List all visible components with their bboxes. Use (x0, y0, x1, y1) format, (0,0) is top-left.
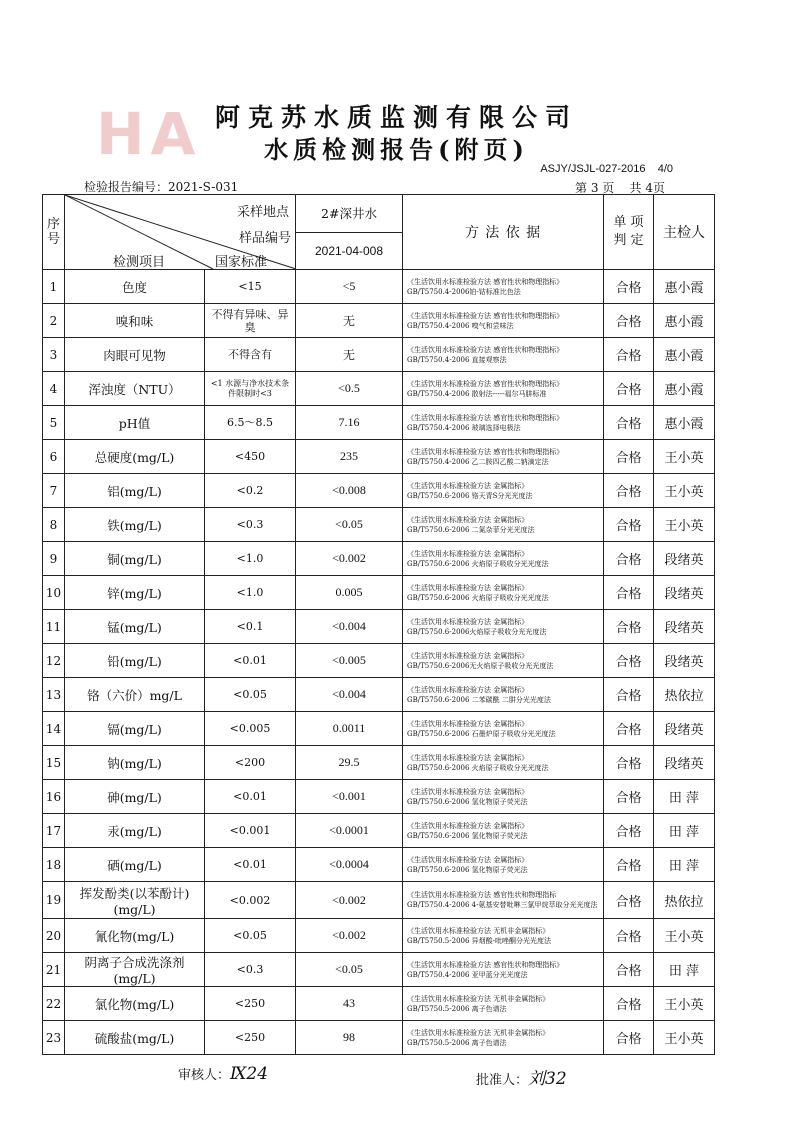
row-index: 20 (43, 919, 65, 953)
header-seq: 序号 (43, 195, 65, 270)
single-judgement: 合格 (604, 474, 654, 508)
test-result: 无 (296, 304, 403, 338)
table-row (43, 474, 715, 508)
test-item: 钠(mg/L) (65, 746, 205, 780)
method-basis (403, 1021, 604, 1055)
header-judge: 单 项 判 定 (604, 195, 654, 270)
test-result: <0.002 (296, 542, 403, 576)
results-table (42, 194, 715, 1055)
method-basis (403, 712, 604, 746)
method-detail-line: GB/T5750.4-2006 直接观察法 (407, 355, 507, 364)
method-basis (403, 542, 604, 576)
row-index: 8 (43, 508, 65, 542)
test-item: 总硬度(mg/L) (65, 440, 205, 474)
method-standard-line: 《生活饮用水标准检验方法 金属指标》 (407, 481, 529, 490)
method-basis (403, 919, 604, 953)
method-standard-line: 《生活饮用水标准检验方法 金属指标》 (407, 855, 529, 864)
row-index: 4 (43, 372, 65, 406)
method-basis (403, 780, 604, 814)
method-basis (403, 406, 604, 440)
national-standard: <0.002 (205, 882, 296, 919)
inspector: 王小英 (654, 919, 715, 953)
national-standard: <250 (205, 1021, 296, 1055)
method-standard-line: 《生活饮用水标准检验方法 感官性状和物理指标》 (407, 447, 564, 456)
method-detail-line: GB/T5750.4-2006 玻璃选择电极法 (407, 423, 521, 432)
method-detail-line: GB/T5750.5-2006 离子色谱法 (407, 1038, 507, 1047)
inspector: 王小英 (654, 474, 715, 508)
table-row (43, 953, 715, 987)
inspector: 段绪英 (654, 542, 715, 576)
method-basis (403, 508, 604, 542)
row-index: 3 (43, 338, 65, 372)
approver (476, 1064, 567, 1089)
single-judgement: 合格 (604, 780, 654, 814)
test-item: 嗅和味 (65, 304, 205, 338)
header-sample-value: 2021-04-008 (314, 244, 384, 258)
method-standard-line: 《生活饮用水标准检验方法 无机非金属指标》 (407, 926, 550, 935)
table-header-row (43, 195, 715, 270)
method-standard-line: 《生活饮用水标准检验方法 金属指标》 (407, 753, 529, 762)
test-result: <0.002 (296, 882, 403, 919)
company-name: 阿克苏水质监测有限公司 (214, 103, 578, 132)
inspector: 惠小霞 (654, 270, 715, 304)
test-item: 氰化物(mg/L) (65, 919, 205, 953)
method-basis (403, 987, 604, 1021)
single-judgement: 合格 (604, 848, 654, 882)
table-row (43, 406, 715, 440)
single-judgement: 合格 (604, 610, 654, 644)
table-row (43, 576, 715, 610)
method-detail-line: GB/T5750.4-2006 乙二胺四乙酸二钠滴定法 (407, 457, 549, 466)
test-result: 98 (296, 1021, 403, 1055)
single-judgement: 合格 (604, 270, 654, 304)
national-standard: <0.2 (205, 474, 296, 508)
test-item: 挥发酚类(以苯酚计)(mg/L) (65, 882, 205, 919)
row-index: 23 (43, 1021, 65, 1055)
report-number-label: 检验报告编号： (84, 180, 169, 194)
header-method: 方 法 依 据 (403, 195, 604, 270)
header-site-sample (296, 195, 403, 270)
row-index: 11 (43, 610, 65, 644)
test-result: <0.008 (296, 474, 403, 508)
test-item: 阴离子合成洗涤剂(mg/L) (65, 953, 205, 987)
inspector: 惠小霞 (654, 338, 715, 372)
inspector: 段绪英 (654, 576, 715, 610)
row-index: 16 (43, 780, 65, 814)
method-standard-line: 《生活饮用水标准检验方法 感官性状和物理指标》 (407, 345, 564, 354)
test-result: 29.5 (296, 746, 403, 780)
inspector: 惠小霞 (654, 304, 715, 338)
table-row (43, 882, 715, 919)
single-judgement: 合格 (604, 882, 654, 919)
method-basis (403, 440, 604, 474)
row-index: 9 (43, 542, 65, 576)
inspector: 王小英 (654, 1021, 715, 1055)
row-index: 1 (43, 270, 65, 304)
national-standard: <0.1 (205, 610, 296, 644)
national-standard: <200 (205, 746, 296, 780)
single-judgement: 合格 (604, 814, 654, 848)
method-standard-line: 《生活饮用水标准检验方法 金属指标》 (407, 719, 529, 728)
table-row (43, 678, 715, 712)
table-row (43, 508, 715, 542)
single-judgement: 合格 (604, 576, 654, 610)
method-basis (403, 953, 604, 987)
method-standard-line: 《生活饮用水标准检验方法 金属指标》 (407, 549, 529, 558)
table-row (43, 610, 715, 644)
method-basis (403, 338, 604, 372)
inspector: 惠小霞 (654, 372, 715, 406)
national-standard: <0.05 (205, 678, 296, 712)
table-row (43, 1021, 715, 1055)
report-number-value: 2021-S-031 (168, 180, 239, 194)
table-row (43, 814, 715, 848)
national-standard: <0.005 (205, 712, 296, 746)
national-standard: <1 水源与净水技术条件限制时<3 (205, 372, 296, 406)
national-standard: <0.05 (205, 919, 296, 953)
method-detail-line: GB/T5750.6-2006 氢化物原子荧光法 (407, 797, 528, 806)
test-result: 无 (296, 338, 403, 372)
approver-signature: 刘32 (528, 1069, 567, 1089)
test-item: 锌(mg/L) (65, 576, 205, 610)
test-result: <0.002 (296, 919, 403, 953)
test-item: 硒(mg/L) (65, 848, 205, 882)
method-basis (403, 746, 604, 780)
test-item: 砷(mg/L) (65, 780, 205, 814)
national-standard: <450 (205, 440, 296, 474)
inspector: 王小英 (654, 987, 715, 1021)
test-result: <0.05 (296, 508, 403, 542)
method-basis (403, 678, 604, 712)
method-detail-line: GB/T5750.6-2006 氢化物原子荧光法 (407, 831, 528, 840)
method-detail-line: GB/T5750.6-2006 火焰原子吸收分光光度法 (407, 559, 549, 568)
inspector: 田 萍 (654, 848, 715, 882)
report-number (84, 178, 238, 195)
single-judgement: 合格 (604, 406, 654, 440)
test-item: 氯化物(mg/L) (65, 987, 205, 1021)
method-standard-line: 《生活饮用水标准检验方法 感官性状和物理指标》 (407, 413, 564, 422)
single-judgement: 合格 (604, 1021, 654, 1055)
inspector: 王小英 (654, 508, 715, 542)
national-standard: 6.5～8.5 (205, 406, 296, 440)
method-standard-line: 《生活饮用水标准检验方法 金属指标》 (407, 787, 529, 796)
method-standard-line: 《生活饮用水标准检验方法 金属指标》 (407, 617, 529, 626)
method-basis (403, 474, 604, 508)
inspector: 热依拉 (654, 678, 715, 712)
row-index: 18 (43, 848, 65, 882)
method-detail-line: GB/T5750.5-2006 离子色谱法 (407, 1004, 507, 1013)
method-detail-line: GB/T5750.6-2006火焰原子吸收分光光度法 (407, 627, 547, 636)
lab-seal-stamp: HA (96, 100, 202, 168)
table-row (43, 848, 715, 882)
page-indicator: 第 3 页 共 4页 (575, 181, 665, 195)
row-index: 17 (43, 814, 65, 848)
header-inspector: 主检人 (654, 195, 715, 270)
method-detail-line: GB/T5750.4-2006 嗅气和尝味法 (407, 321, 514, 330)
test-result: <0.0001 (296, 814, 403, 848)
method-detail-line: GB/T5750.6-2006 火焰原子吸收分光光度法 (407, 763, 549, 772)
inspector: 田 萍 (654, 780, 715, 814)
test-result: 235 (296, 440, 403, 474)
method-detail-line: GB/T5750.4-2006铂-钴标准比色法 (407, 287, 521, 296)
row-index: 6 (43, 440, 65, 474)
method-basis (403, 610, 604, 644)
report-title: 水质检测报告(附页) (264, 135, 529, 164)
single-judgement: 合格 (604, 338, 654, 372)
national-standard: <0.01 (205, 644, 296, 678)
national-standard: <0.3 (205, 508, 296, 542)
header-site-label: 采样地点 (236, 205, 289, 220)
table-row (43, 780, 715, 814)
row-index: 10 (43, 576, 65, 610)
inspector: 段绪英 (654, 712, 715, 746)
single-judgement: 合格 (604, 440, 654, 474)
method-basis (403, 882, 604, 919)
method-basis (403, 576, 604, 610)
national-standard: <0.01 (205, 848, 296, 882)
table-row (43, 644, 715, 678)
table-row (43, 746, 715, 780)
header-sample-label: 样品编号 (238, 231, 291, 246)
test-result: <0.004 (296, 610, 403, 644)
method-detail-line: GB/T5750.6-2006 氢化物原子荧光法 (407, 865, 528, 874)
method-standard-line: 《生活饮用水标准检验方法 感官性状和物理指标》 (407, 379, 564, 388)
method-detail-line: GB/T5750.4-2006 散射法-----福尔马肼标准 (407, 389, 547, 398)
single-judgement: 合格 (604, 746, 654, 780)
method-standard-line: 《生活饮用水标准检验方法 金属指标》 (407, 821, 529, 830)
method-detail-line: GB/T5750.6-2006无火焰原子吸收分光光度法 (407, 661, 554, 670)
reviewer (178, 1064, 268, 1084)
method-standard-line: 《生活饮用水标准检验方法 金属指标》 (407, 685, 529, 694)
table-row (43, 542, 715, 576)
inspector: 王小英 (654, 440, 715, 474)
row-index: 7 (43, 474, 65, 508)
test-result: <5 (296, 270, 403, 304)
inspector: 田 萍 (654, 814, 715, 848)
single-judgement: 合格 (604, 678, 654, 712)
reviewer-label: 审核人： (178, 1068, 231, 1083)
national-standard: <250 (205, 987, 296, 1021)
national-standard: <15 (205, 270, 296, 304)
single-judgement: 合格 (604, 542, 654, 576)
test-item: 锰(mg/L) (65, 610, 205, 644)
test-result: 7.16 (296, 406, 403, 440)
method-detail-line: GB/T5750.6-2006 二氮杂菲分光光度法 (407, 525, 535, 534)
method-standard-line: 《生活饮用水标准检验方法 感官性状和物理指标》 (407, 311, 564, 320)
method-standard-line: 《生活饮用水标准检验方法 金属指标》 (407, 583, 529, 592)
test-item: 铜(mg/L) (65, 542, 205, 576)
row-index: 5 (43, 406, 65, 440)
national-standard: <0.3 (205, 953, 296, 987)
method-basis (403, 644, 604, 678)
test-result: 0.005 (296, 576, 403, 610)
national-standard: 不得有异味、异臭 (205, 304, 296, 338)
test-result: <0.05 (296, 953, 403, 987)
test-item: 铝(mg/L) (65, 474, 205, 508)
single-judgement: 合格 (604, 919, 654, 953)
national-standard: <0.01 (205, 780, 296, 814)
header-site-value: 2#深井水 (296, 195, 402, 233)
test-item: 肉眼可见物 (65, 338, 205, 372)
test-item: 镉(mg/L) (65, 712, 205, 746)
inspector: 段绪英 (654, 644, 715, 678)
test-item: 色度 (65, 270, 205, 304)
method-detail-line: GB/T5750.4-2006 亚甲蓝分光光度法 (407, 970, 528, 979)
test-result: 0.0011 (296, 712, 403, 746)
test-result: <0.004 (296, 678, 403, 712)
method-standard-line: 《生活饮用水标准检验方法 金属指标》 (407, 515, 529, 524)
header-item-label: 检测项目 (113, 255, 166, 270)
test-result: <0.001 (296, 780, 403, 814)
national-standard: 不得含有 (205, 338, 296, 372)
national-standard: <1.0 (205, 542, 296, 576)
inspector: 田 萍 (654, 953, 715, 987)
method-detail-line: GB/T5750.5-2006 异烟酸-吡唑酮分光光度法 (407, 936, 552, 945)
inspector: 段绪英 (654, 746, 715, 780)
single-judgement: 合格 (604, 644, 654, 678)
method-detail-line: GB/T5750.6-2006 二苯碳酰 二肼分光光度法 (407, 695, 551, 704)
method-standard-line: 《生活饮用水标准检验方法 感官性状和物理指标》 (407, 960, 564, 969)
test-item: 铬（六价）mg/L (65, 678, 205, 712)
method-basis (403, 372, 604, 406)
method-standard-line: 《生活饮用水标准检验方法 无机非金属指标》 (407, 1028, 550, 1037)
test-item: 铅(mg/L) (65, 644, 205, 678)
single-judgement: 合格 (604, 712, 654, 746)
method-standard-line: 《生活饮用水标准检验方法 无机非金属指标》 (407, 994, 550, 1003)
national-standard: <0.001 (205, 814, 296, 848)
method-detail-line: GB/T5750.6-2006 火焰原子吸收分光光度法 (407, 593, 549, 602)
row-index: 2 (43, 304, 65, 338)
row-index: 15 (43, 746, 65, 780)
single-judgement: 合格 (604, 508, 654, 542)
test-item: 浑浊度（NTU） (65, 372, 205, 406)
table-row (43, 712, 715, 746)
method-basis (403, 848, 604, 882)
approver-label: 批准人： (476, 1073, 529, 1088)
method-standard-line: 《生活饮用水标准检验方法 金属指标》 (407, 651, 529, 660)
table-row (43, 270, 715, 304)
header-std-label: 国家标准 (215, 255, 268, 270)
test-result: 43 (296, 987, 403, 1021)
method-detail-line: GB/T5750.4-2006 4-氨基安替吡啉三氯甲烷萃取分光光度法 (407, 901, 598, 909)
test-item: 铁(mg/L) (65, 508, 205, 542)
row-index: 21 (43, 953, 65, 987)
method-detail-line: GB/T5750.6-2006 石墨炉原子吸收分光光度法 (407, 729, 556, 738)
test-result: <0.0004 (296, 848, 403, 882)
row-index: 22 (43, 987, 65, 1021)
method-standard-line: 《生活饮用水标准检验方法 感官性状和物理指标 (407, 891, 557, 899)
national-standard: <1.0 (205, 576, 296, 610)
single-judgement: 合格 (604, 372, 654, 406)
row-index: 19 (43, 882, 65, 919)
test-result: <0.5 (296, 372, 403, 406)
table-row (43, 987, 715, 1021)
test-item: 汞(mg/L) (65, 814, 205, 848)
reviewer-signature: Ⅸ24 (230, 1064, 269, 1084)
table-row (43, 338, 715, 372)
inspector: 段绪英 (654, 610, 715, 644)
method-standard-line: 《生活饮用水标准检验方法 感官性状和物理指标》 (407, 277, 564, 286)
method-detail-line: GB/T5750.6-2006 铬天青S分光光度法 (407, 491, 533, 500)
table-row (43, 304, 715, 338)
document-code: ASJY/JSJL-027-2016 4/0 (540, 163, 673, 175)
row-index: 12 (43, 644, 65, 678)
header-diagonal-cell (65, 195, 296, 270)
table-row (43, 919, 715, 953)
method-basis (403, 814, 604, 848)
method-basis (403, 270, 604, 304)
row-index: 13 (43, 678, 65, 712)
table-row (43, 372, 715, 406)
method-basis (403, 304, 604, 338)
single-judgement: 合格 (604, 304, 654, 338)
table-row (43, 440, 715, 474)
single-judgement: 合格 (604, 953, 654, 987)
test-item: 硫酸盐(mg/L) (65, 1021, 205, 1055)
row-index: 14 (43, 712, 65, 746)
single-judgement: 合格 (604, 987, 654, 1021)
inspector: 惠小霞 (654, 406, 715, 440)
test-result: <0.005 (296, 644, 403, 678)
inspector: 热依拉 (654, 882, 715, 919)
test-item: pH值 (65, 406, 205, 440)
